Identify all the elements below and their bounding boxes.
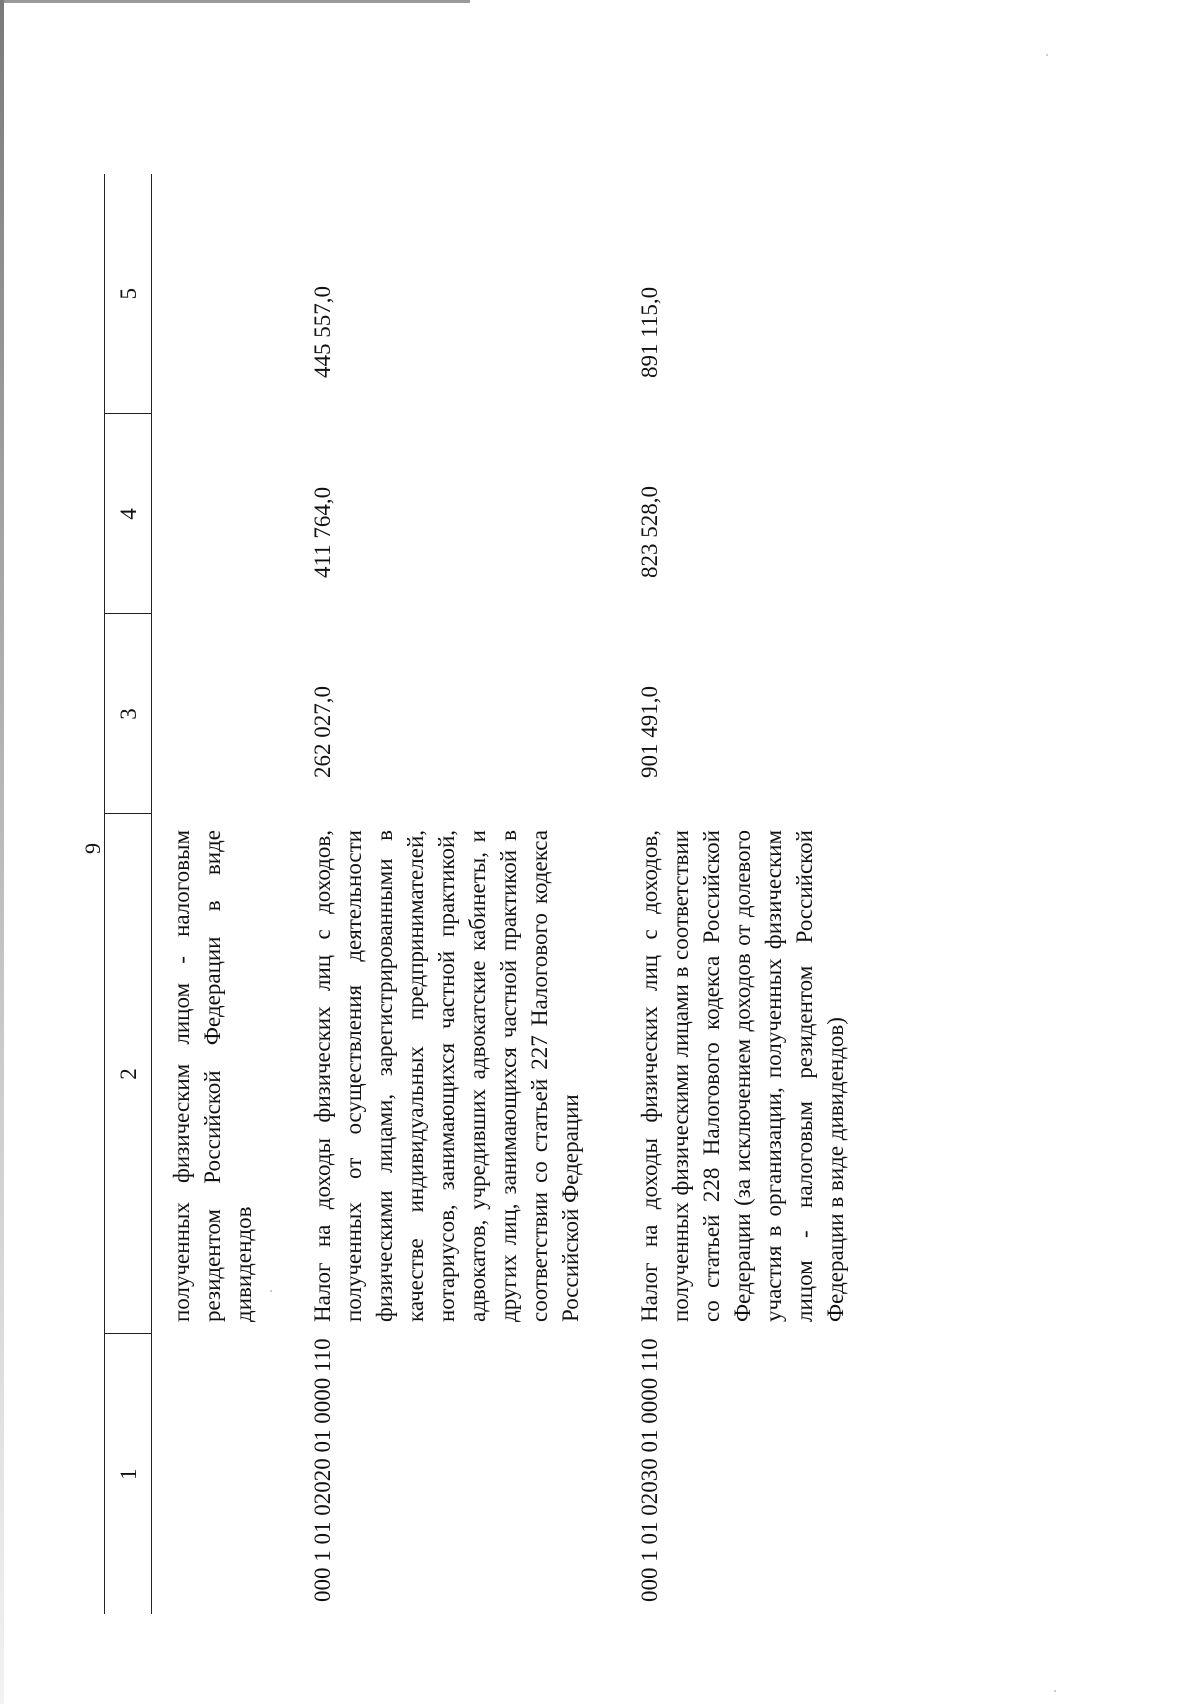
column-header-3: 3 [105,614,152,814]
row-code: 000 1 01 02020 01 0000 110 [310,1338,335,1602]
column-header-4: 4 [105,414,152,614]
row-value-col3 [152,614,298,814]
column-header-5: 5 [105,174,152,414]
table-row [624,174,889,1614]
budget-table [104,174,889,1614]
row-code: 000 1 01 02030 01 0000 110 [637,1338,662,1602]
row-value-col3: 901 491,0 [637,686,662,778]
rotated-page [0,104,1200,1704]
page-number: 9 [80,843,105,854]
row-name: Налог на доходы физических лиц с доходов, полученных от осуществления деятельности физическими лицами, зарегистрированными в качестве индивидуальных предпринимателей, нотариусов, занимающихся частной практикой, адвокатов, учредивших адвокатские кабинеты, и других лиц, занимающихся частной практикой в соответствии со статьей 227 Налогового кодекса Российской Федерации [310,830,583,1322]
row-value-col4: 823 528,0 [637,486,662,578]
row-value-col5: 891 115,0 [637,286,662,378]
column-header-1: 1 [105,1334,152,1614]
scan-speck [1046,54,1048,56]
row-value-col5 [152,174,298,414]
scan-edge-top [0,0,470,3]
row-name: полученных физическим лицом - налоговым резидентом Российской Федерации в виде дивидендов [169,830,256,1322]
table-row [297,174,624,1614]
table-row [152,174,298,1614]
row-code [152,1334,298,1614]
row-value-col4 [152,414,298,614]
row-value-col5: 445 557,0 [310,286,335,378]
row-value-col3: 262 027,0 [310,686,335,778]
row-value-col4: 411 764,0 [310,486,335,578]
header-row [105,174,152,1614]
row-name: Налог на доходы физических лиц с доходов, полученных физическими лицами в соответствии со статьей 228 Налогового кодекса Российской Федерации (за исключением доходов от долевого участия в организации, полученных физическим лицом - налоговым резидентом Российской Федерации в виде дивидендов) [637,830,848,1322]
column-header-2: 2 [105,814,152,1334]
